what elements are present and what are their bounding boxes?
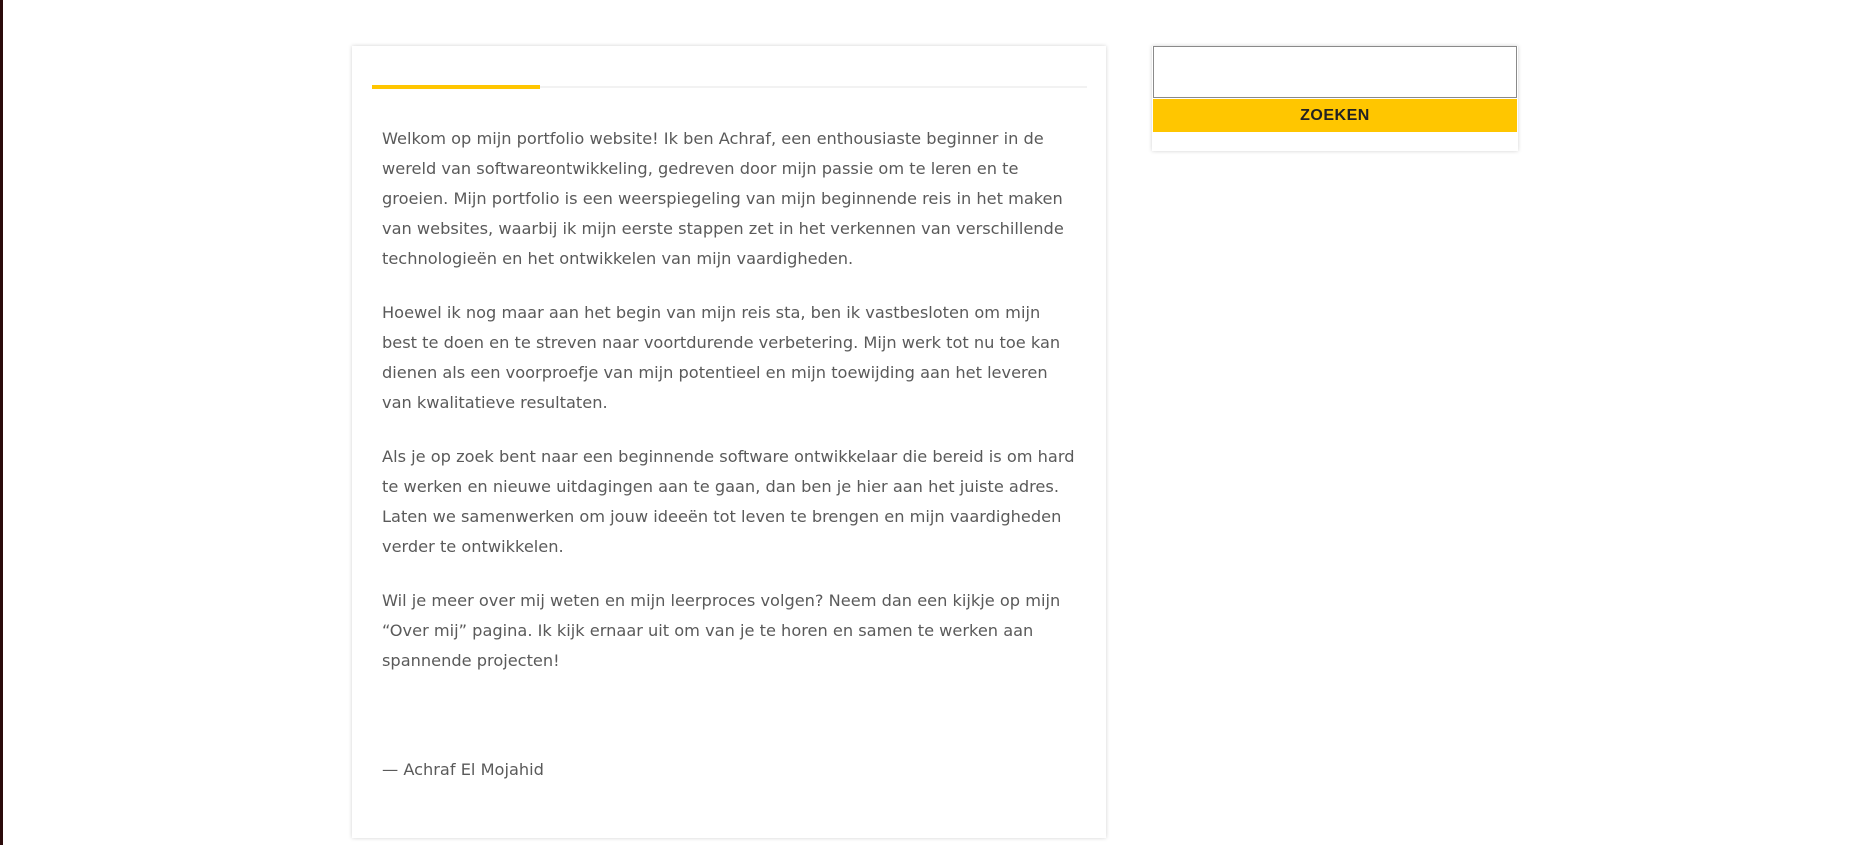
title-divider	[372, 86, 1087, 88]
search-input[interactable]	[1153, 46, 1517, 98]
paragraph-collaboration: Als je op zoek bent naar een beginnende software ontwikkelaar die bereid is om hard te werken en nieuwe uitdagingen aan te gaan, dan ben je hier aan het juiste adres. Laten we samenwerken om jouw ideeën tot leven te brengen en mijn vaardigheden verder te ontwikkelen.	[382, 447, 1075, 556]
paragraph-about-me: Wil je meer over mij weten en mijn leerproces volgen? Neem dan een kijkje op mijn “Over mij” pagina. Ik kijk ernaar uit om van je te horen en samen te werken aan spannende projecten!	[382, 591, 1061, 670]
paragraph-intro: Welkom op mijn portfolio website! Ik ben Achraf, een enthousiaste beginner in de wereld van softwareontwikkeling, gedreven door mijn passie om te leren en te groeien. Mijn portfolio is een weerspiegeling van mijn beginnende reis in het maken van websites, waarbij ik mijn eerste stappen zet in het verkennen van verschillende technologieën en het ontwikkelen van mijn vaardigheden.	[382, 129, 1064, 268]
article-card	[352, 46, 1106, 838]
left-edge-strip	[0, 0, 3, 845]
article-content	[382, 124, 1080, 700]
divider-accent	[372, 85, 540, 89]
search-widget	[1152, 46, 1518, 151]
author-signature: — Achraf El Mojahid	[382, 760, 544, 779]
paragraph-ambition: Hoewel ik nog maar aan het begin van mijn reis sta, ben ik vastbesloten om mijn best te doen en te streven naar voortdurende verbetering. Mijn werk tot nu toe kan dienen als een voorproefje van mijn potentieel en mijn toewijding aan het leveren van kwalitatieve resultaten.	[382, 303, 1061, 412]
search-button[interactable]: ZOEKEN	[1153, 99, 1517, 132]
